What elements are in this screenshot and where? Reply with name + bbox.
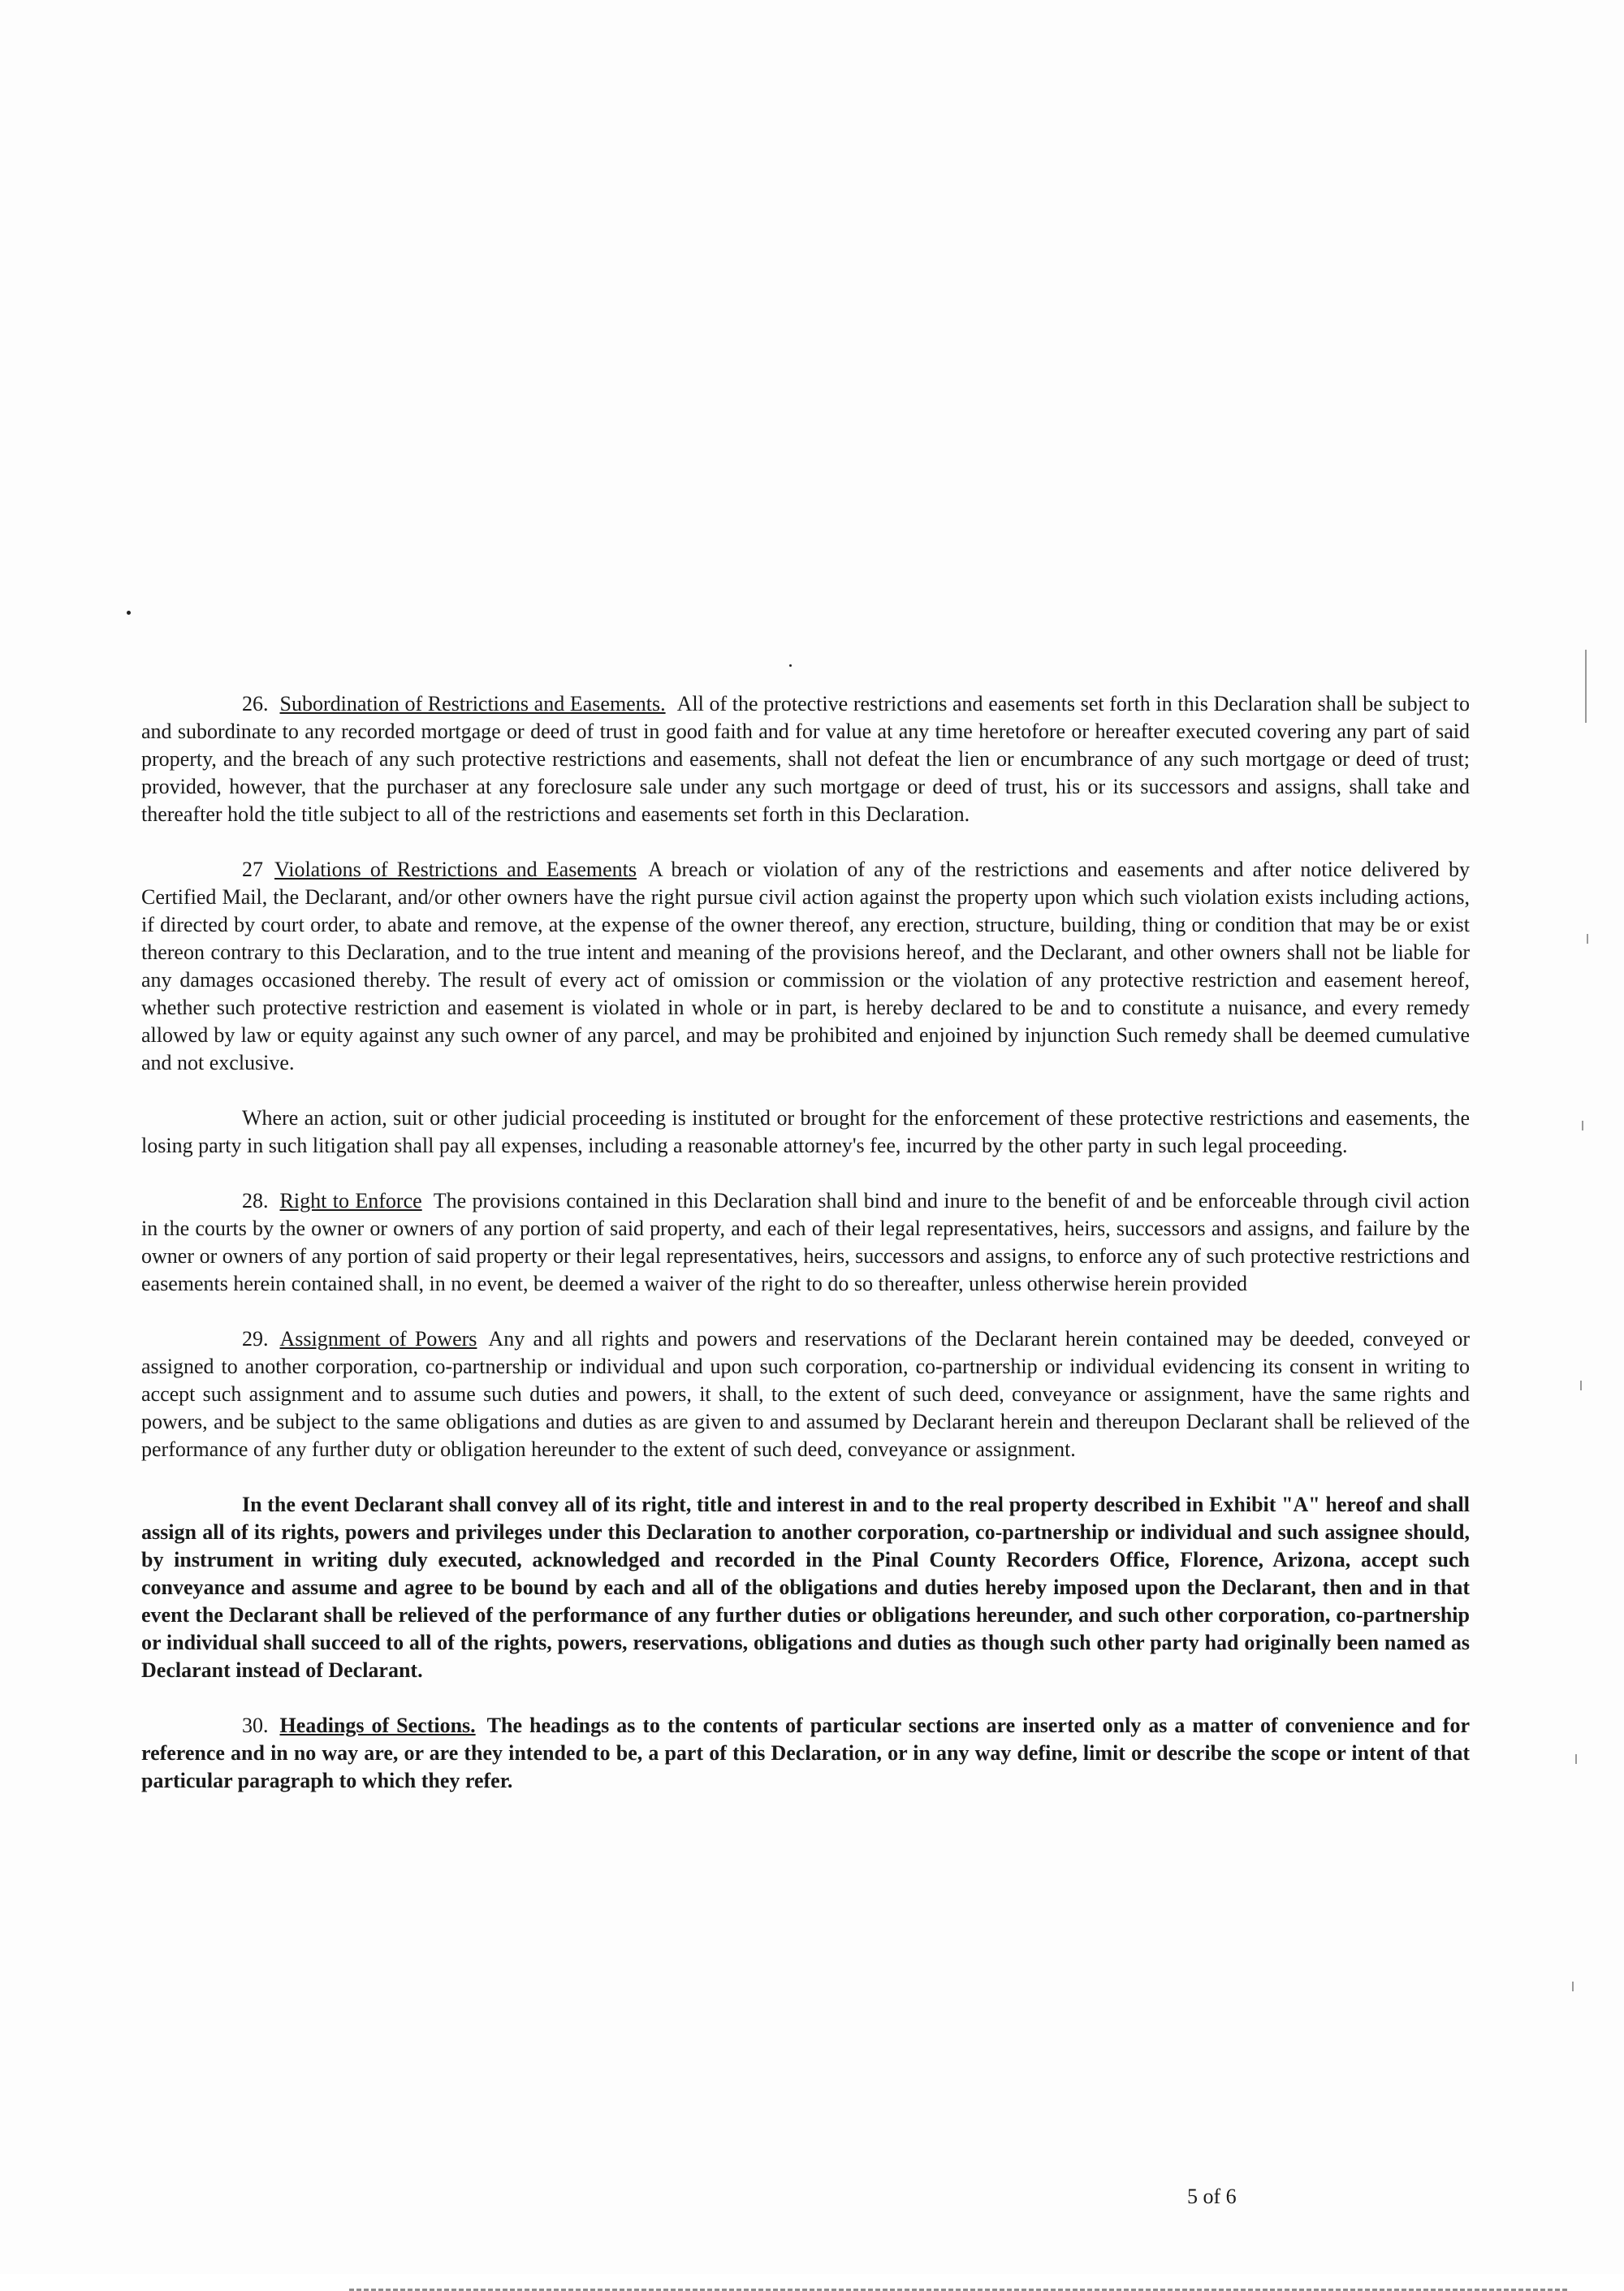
- section-number: 28.: [242, 1189, 269, 1213]
- section-text: The headings as to the contents of particular sections are inserted only as a matter of convenience and for reference and in no way are, or are they intended to be, a part of this Declaration, or in any way define, limit or describe the scope or intent of that particular paragraph to which they refer.: [141, 1714, 1470, 1792]
- section-number: 30.: [242, 1714, 269, 1737]
- scan-speck: [789, 664, 792, 667]
- section-number: 29.: [242, 1327, 269, 1351]
- section-text: The provisions contained in this Declaration shall bind and inure to the benefit of and be enforceable through civil action in the courts by the owner or owners of any portion of said property, and each of their legal representatives, heirs, successors and assigns, and failure by the owner or owners of any portion of said property or their legal representatives, heirs, successors and assigns, to enforce any of such protective restrictions and easements herein contained shall, in no event, be deemed a waiver of the right to do so thereafter, unless otherwise herein provided: [141, 1189, 1471, 1295]
- scan-edge-mark: [1575, 1754, 1577, 1764]
- scan-edge-mark: [1572, 1982, 1574, 1991]
- section-text: Any and all rights and powers and reservations of the Declarant herein contained may be deeded, conveyed or assigned to another corporation, co-partnership or individual and upon such corporation, co-partnership or individual evidencing its consent in writing to accept such assignment and to assume such duties and powers, it shall, to the extent of such deed, conveyance or assignment, have the same rights and powers, and be subject to the same obligations and duties as are given to and assumed by Declarant herein and thereupon Declarant shall be relieved of the performance of any further duty or obligation hereunder to the extent of such deed, conveyance or assignment.: [141, 1327, 1471, 1461]
- section-text: Where an action, suit or other judicial proceeding is instituted or brought for the enforcement of these protective restrictions and easements, the losing party in such litigation shall pay all expenses, including a reasonable attorney's fee, incurred by the other party in such legal proceeding.: [141, 1106, 1470, 1157]
- section-text: In the event Declarant shall convey all of its right, title and interest in and to the real property described in Exhibit "A" hereof and shall assign all of its rights, powers and privileges under this Declaration to another corporation, co-partnership or individual and such assignee should, by instrument in writing duly executed, acknowledged and recorded in the Pinal County Recorders Office, Florence, Arizona, accept such conveyance and assume and agree to be bound by each and all of the obligations and duties hereby imposed upon the Declarant, then and in that event the Declarant shall be relieved of the performance of any further duties or obligations hereunder, and such other corporation, co-partnership or individual shall succeed to all of the rights, powers, reservations, obligations and duties as though such other party had originally been named as Declarant instead of Declarant.: [141, 1493, 1470, 1682]
- section-27-continuation: [141, 1104, 1470, 1160]
- section-text: A breach or violation of any of the restrictions and easements and after notice delivered by Certified Mail, the Declarant, and/or other owners have the right pursue civil action against the property upon which such violation exists including actions, if directed by court order, to abate and remove, at the expense of the owner thereof, any erection, structure, building, thing or condition that may be or exist thereon contrary to this Declaration, and to the true intent and meaning of the provisions hereof, and the Declarant, and other owners shall not be liable for any damages occasioned thereby. The result of every act of omission or commission or the violation of any protective restriction and easement hereof, whether such protective restriction and easement is violated in whole or in part, is hereby declared to be and to constitute a nuisance, and every remedy allowed by law or equity against any such owner of any parcel, and may be prohibited and enjoined by injunction Such remedy shall be deemed cumulative and not exclusive.: [141, 858, 1470, 1074]
- section-26: [141, 690, 1470, 828]
- scan-edge-mark: [1580, 1381, 1582, 1390]
- scan-edge-mark: [1585, 650, 1587, 723]
- section-heading: Subordination of Restrictions and Easements.: [279, 692, 666, 715]
- section-29-continuation: [141, 1491, 1470, 1684]
- section-heading: Violations of Restrictions and Easements: [274, 858, 637, 881]
- scan-edge-mark: [1582, 1121, 1583, 1130]
- section-30: [141, 1712, 1470, 1795]
- scan-edge-mark: [1587, 934, 1588, 944]
- scan-speck: [127, 611, 131, 615]
- section-text: All of the protective restrictions and easements set forth in this Declaration shall be subject to and subordinate to any recorded mortgage or deed of trust in good faith and for value at any time heretofore or hereafter executed covering any part of said property, and the breach of any such protective restrictions and easements, shall not defeat the lien or encumbrance of any such mortgage or deed of trust; provided, however, that the purchaser at any foreclosure sale under any such mortgage or deed of trust, his or its successors and assigns, shall take and thereafter hold the title subject to all of the restrictions and easements set forth in this Declaration.: [141, 692, 1470, 826]
- section-heading: Headings of Sections.: [279, 1714, 476, 1737]
- section-27: [141, 856, 1470, 1077]
- page-number: 5 of 6: [1187, 2185, 1237, 2208]
- section-number: 27: [242, 858, 263, 881]
- section-29: [141, 1325, 1470, 1463]
- declaration-body: [141, 690, 1470, 1822]
- section-28: [141, 1187, 1470, 1298]
- section-heading: Assignment of Powers: [279, 1327, 477, 1351]
- section-heading: Right to Enforce: [279, 1189, 422, 1213]
- section-number: 26.: [242, 692, 269, 715]
